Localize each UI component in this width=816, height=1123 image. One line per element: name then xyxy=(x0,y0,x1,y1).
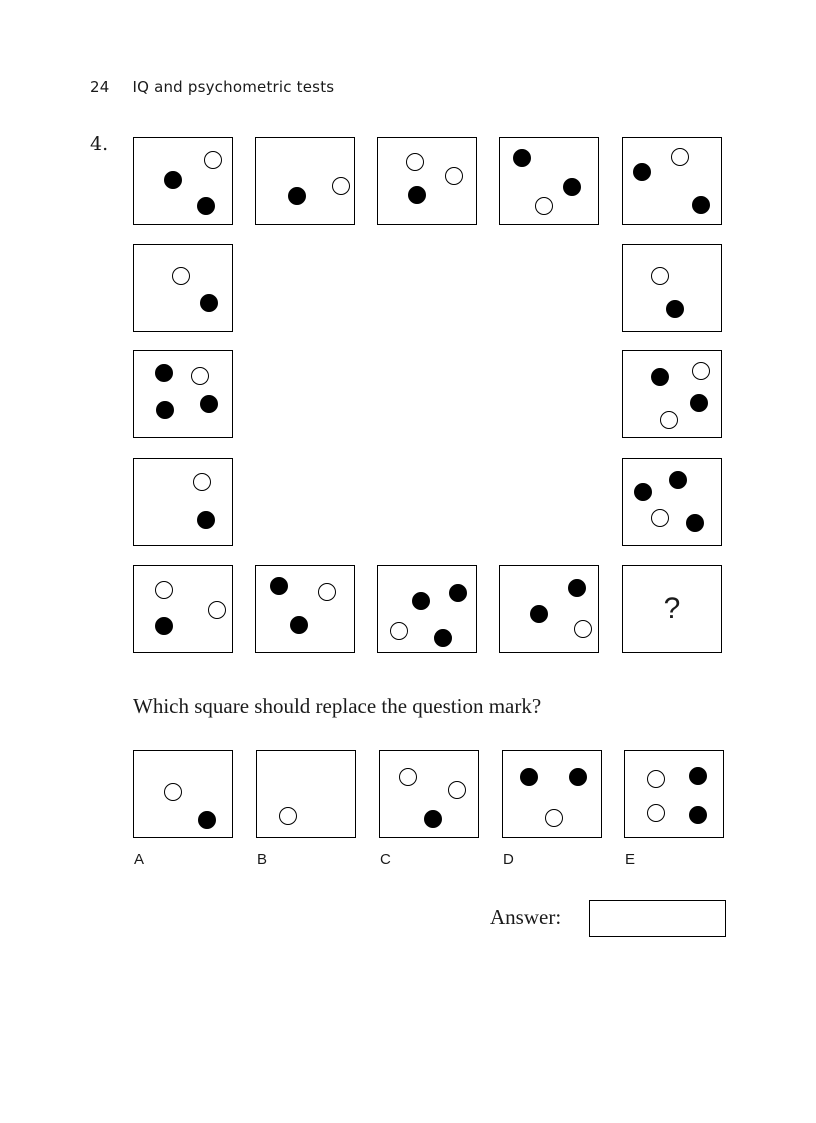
white-dot xyxy=(204,151,222,169)
black-dot xyxy=(651,368,669,386)
black-dot xyxy=(200,395,218,413)
page-number: 24 xyxy=(90,78,110,96)
option-square-b[interactable] xyxy=(256,750,356,838)
question-mark: ? xyxy=(663,592,681,625)
black-dot xyxy=(633,163,651,181)
white-dot xyxy=(647,804,665,822)
black-dot xyxy=(197,197,215,215)
black-dot xyxy=(568,579,586,597)
black-dot xyxy=(634,483,652,501)
grid-square xyxy=(622,137,722,225)
grid-square xyxy=(255,137,355,225)
grid-square xyxy=(622,458,722,546)
grid-square xyxy=(622,244,722,332)
running-title: IQ and psychometric tests xyxy=(132,78,335,96)
question-square xyxy=(622,565,722,653)
white-dot xyxy=(399,768,417,786)
black-dot xyxy=(156,401,174,419)
black-dot xyxy=(434,629,452,647)
option-label-a: A xyxy=(134,851,145,868)
option-square-d[interactable] xyxy=(502,750,602,838)
white-dot xyxy=(448,781,466,799)
option-label-b: B xyxy=(257,851,268,868)
grid-square xyxy=(622,350,722,438)
option-square-a[interactable] xyxy=(133,750,233,838)
option-square-e[interactable] xyxy=(624,750,724,838)
black-dot xyxy=(198,811,216,829)
black-dot xyxy=(288,187,306,205)
white-dot xyxy=(279,807,297,825)
white-dot xyxy=(332,177,350,195)
black-dot xyxy=(513,149,531,167)
black-dot xyxy=(520,768,538,786)
option-label-c: C xyxy=(380,851,391,868)
white-dot xyxy=(155,581,173,599)
black-dot xyxy=(155,364,173,382)
white-dot xyxy=(647,770,665,788)
grid-square xyxy=(377,137,477,225)
white-dot xyxy=(208,601,226,619)
white-dot xyxy=(545,809,563,827)
white-dot xyxy=(390,622,408,640)
grid-square xyxy=(133,350,233,438)
option-label-e: E xyxy=(625,851,636,868)
white-dot xyxy=(651,509,669,527)
grid-square xyxy=(255,565,355,653)
white-dot xyxy=(318,583,336,601)
grid-square xyxy=(133,458,233,546)
running-header xyxy=(90,78,334,96)
black-dot xyxy=(270,577,288,595)
black-dot xyxy=(155,617,173,635)
question-number: 4. xyxy=(90,133,109,155)
grid-square xyxy=(133,137,233,225)
black-dot xyxy=(412,592,430,610)
white-dot xyxy=(574,620,592,638)
white-dot xyxy=(671,148,689,166)
black-dot xyxy=(424,810,442,828)
black-dot xyxy=(200,294,218,312)
black-dot xyxy=(164,171,182,189)
white-dot xyxy=(164,783,182,801)
black-dot xyxy=(686,514,704,532)
grid-square xyxy=(499,565,599,653)
white-dot xyxy=(535,197,553,215)
black-dot xyxy=(669,471,687,489)
answer-box[interactable] xyxy=(589,900,726,937)
black-dot xyxy=(692,196,710,214)
white-dot xyxy=(660,411,678,429)
white-dot xyxy=(406,153,424,171)
black-dot xyxy=(689,806,707,824)
grid-square xyxy=(133,244,233,332)
question-prompt: Which square should replace the question mark? xyxy=(133,694,542,718)
white-dot xyxy=(445,167,463,185)
white-dot xyxy=(191,367,209,385)
option-square-c[interactable] xyxy=(379,750,479,838)
white-dot xyxy=(172,267,190,285)
white-dot xyxy=(193,473,211,491)
answer-label: Answer: xyxy=(490,905,562,929)
black-dot xyxy=(689,767,707,785)
option-label-d: D xyxy=(503,851,514,868)
black-dot xyxy=(290,616,308,634)
grid-square xyxy=(499,137,599,225)
black-dot xyxy=(690,394,708,412)
black-dot xyxy=(569,768,587,786)
grid-square xyxy=(377,565,477,653)
black-dot xyxy=(449,584,467,602)
black-dot xyxy=(408,186,426,204)
white-dot xyxy=(692,362,710,380)
grid-square xyxy=(133,565,233,653)
black-dot xyxy=(197,511,215,529)
black-dot xyxy=(530,605,548,623)
black-dot xyxy=(563,178,581,196)
white-dot xyxy=(651,267,669,285)
black-dot xyxy=(666,300,684,318)
